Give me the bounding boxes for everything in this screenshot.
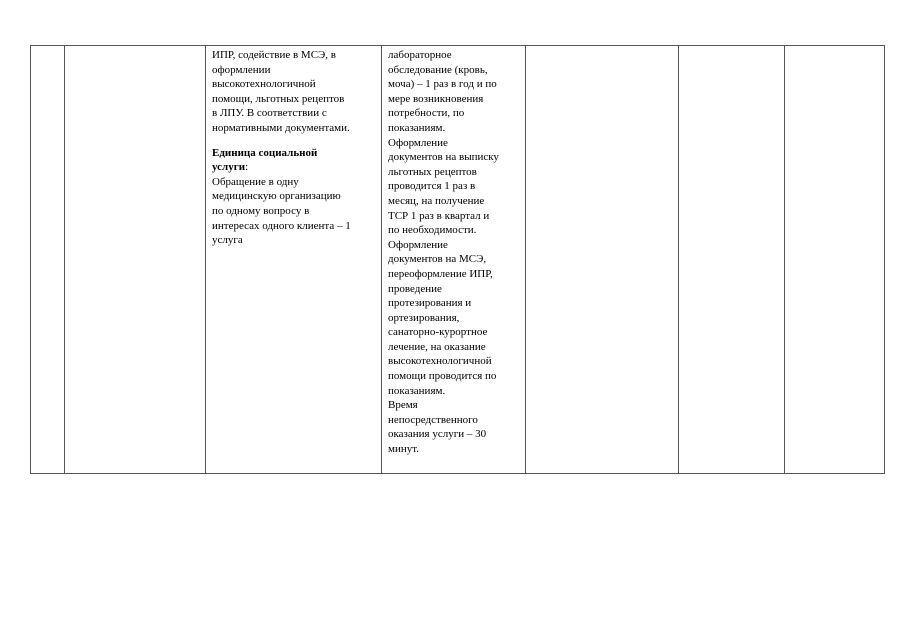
text-line: помощи проводится по	[388, 370, 497, 383]
text-line: услуга	[212, 234, 243, 247]
text-line: высокотехнологичной	[388, 355, 492, 368]
text-line: ортезирования,	[388, 311, 460, 324]
text-line: оформлении	[212, 63, 271, 76]
cell-service-terms	[382, 46, 526, 474]
text-line: протезирования и	[388, 297, 472, 310]
text-line: месяц, на получение	[388, 194, 485, 207]
text-line: ИПР, содействие в МСЭ, в	[212, 49, 336, 61]
unit-heading	[212, 146, 375, 175]
text-line: оказания услуги – 30	[388, 428, 487, 441]
cell-service-description	[206, 46, 382, 474]
text-line: Оформление	[388, 136, 448, 149]
text-line: по одному вопросу в	[212, 204, 310, 217]
text-line: Обращение в одну	[212, 175, 299, 188]
text-line: высокотехнологичной	[212, 78, 316, 91]
text-line: Оформление	[388, 238, 448, 251]
text-line: льготных рецептов	[388, 165, 477, 178]
text-line: медицинскую организацию	[212, 190, 341, 203]
services-table	[30, 45, 885, 474]
unit-heading-colon: :	[245, 161, 249, 174]
text-line: по необходимости.	[388, 224, 477, 237]
text-line: интересах одного клиента – 1	[212, 219, 351, 232]
text-line: моча) – 1 раз в год и по	[388, 78, 497, 91]
text-line: санаторно-курортное	[388, 326, 488, 339]
unit-heading-line: Единица социальной	[212, 146, 318, 159]
text-line: в ЛПУ. В соответствии с	[212, 107, 327, 120]
cell-column-6	[679, 46, 785, 474]
text-line: документов на МСЭ,	[388, 253, 487, 266]
text-line: проведение	[388, 282, 442, 295]
text-line: документов на выписку	[388, 151, 499, 164]
text-line: Время	[388, 399, 418, 412]
text-line: лечение, на оказание	[388, 340, 486, 353]
table-row	[31, 46, 885, 474]
text-line: помощи, льготных рецептов	[212, 92, 345, 105]
unit-text	[212, 175, 375, 248]
text-line: переоформление ИПР,	[388, 267, 493, 280]
text-line: непосредственного	[388, 413, 478, 426]
text-line: проводится 1 раз в	[388, 180, 476, 193]
description-paragraph	[212, 48, 375, 136]
cell-column-7	[785, 46, 885, 474]
cell-column-5	[526, 46, 679, 474]
unit-heading-line: услуги	[212, 161, 246, 174]
text-line: минут.	[388, 443, 419, 456]
text-line: мере возникновения	[388, 92, 484, 105]
text-line: нормативными документами.	[212, 121, 350, 134]
text-line: показаниям.	[388, 384, 446, 397]
paragraph-gap	[212, 136, 375, 146]
text-line: показаниям.	[388, 121, 446, 134]
text-line: обследование (кровь,	[388, 63, 488, 76]
text-line: потребности, по	[388, 107, 465, 120]
cell-service-name	[65, 46, 206, 474]
cell-number	[31, 46, 65, 474]
text-line: ТСР 1 раз в квартал и	[388, 209, 490, 222]
text-line: лабораторное	[388, 49, 452, 61]
